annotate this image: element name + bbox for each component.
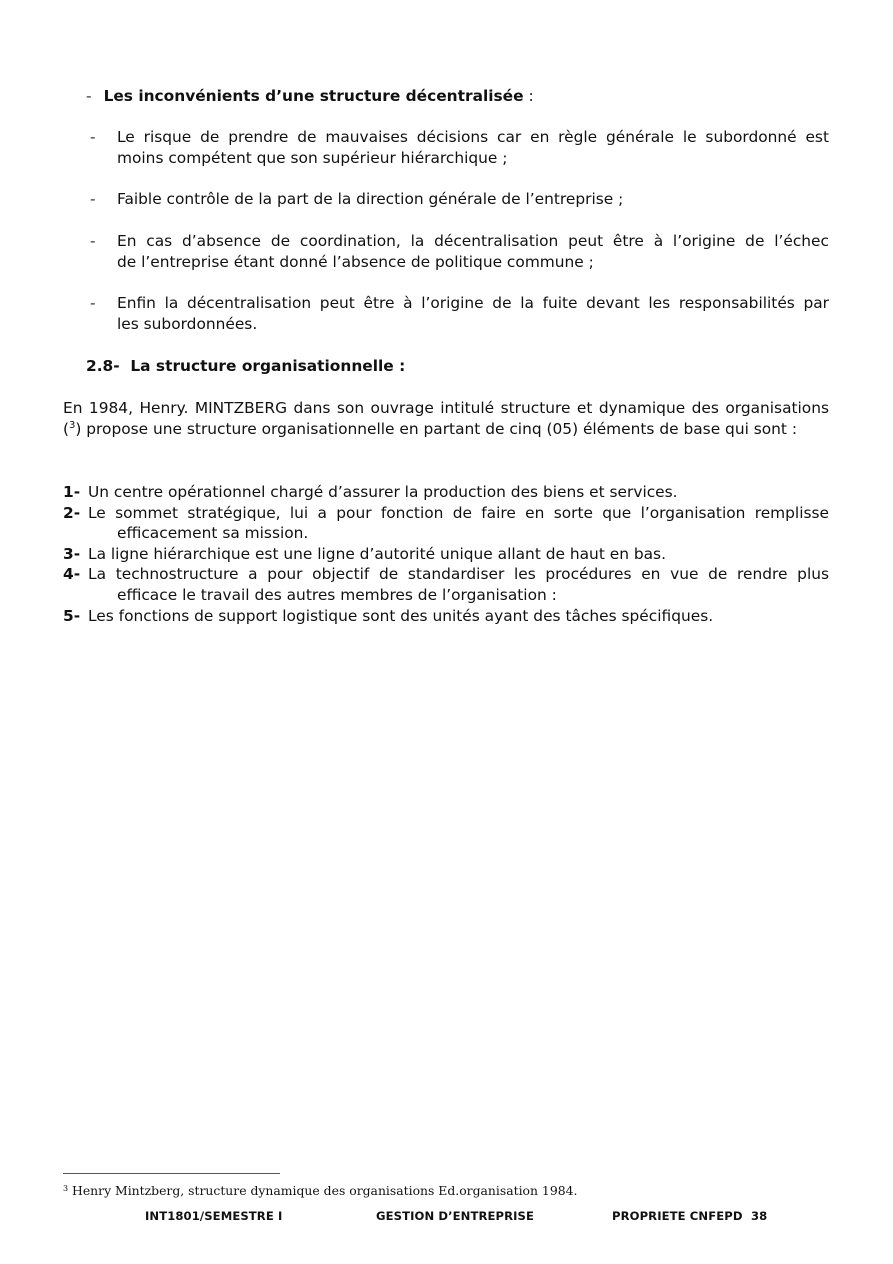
footer-subject: GESTION D’ENTREPRISE [376,1209,535,1223]
subheading-inconvenients [86,86,534,106]
list-number: 2- [63,503,81,522]
list-line: Le sommet stratégique, lui a pour fonction de faire en sorte que l’organisation remplisse [88,503,829,522]
list-line: efficacement sa mission. [117,524,309,543]
list-number: 5- [63,606,81,625]
list-item [63,544,829,565]
bullet-line: les subordonnées. [117,314,258,333]
dash-marker: - [90,128,96,146]
dash-marker: - [90,232,96,250]
footnote-mark: 3 [63,1184,69,1193]
intro-paragraph [63,398,829,439]
footnote [63,1183,577,1199]
bullet-line: Enfin la décentralisation peut être à l’origine de la fuite devant les responsabilités par [117,294,829,312]
list-number: 1- [63,483,81,501]
dash-marker: - [86,87,92,105]
section-number: 2.8- [86,357,120,375]
list-item [63,482,829,503]
bullet-item [90,189,829,210]
footnote-separator [63,1173,280,1174]
bullet-line: En cas d’absence de coordination, la décentralisation peut être à l’origine de l’échec [117,232,829,250]
subheading-colon: : [523,87,534,105]
bullet-line: de l’entreprise étant donné l’absence de politique commune ; [117,252,594,271]
page-number: 38 [751,1209,768,1223]
dash-marker: - [90,190,96,208]
bullet-line: Faible contrôle de la part de la direction générale de l’entreprise ; [117,190,624,208]
paragraph-text-after: ) propose une structure organisationnelle en partant de cinq (05) éléments de base qui sont : [75,419,798,438]
section-heading [86,356,405,376]
list-line: Un centre opérationnel chargé d’assurer la production des biens et services. [88,483,678,501]
list-line: La ligne hiérarchique est une ligne d’autorité unique allant de haut en bas. [88,544,666,563]
elements-list [63,482,829,626]
list-line: efficace le travail des autres membres de l’organisation : [117,585,557,604]
paragraph-text-before: En 1984, Henry. MINTZBERG dans son ouvrage intitulé structure et dynamique des organisations ( [63,399,829,438]
footer-course-code: INT1801/SEMESTRE I [145,1209,283,1223]
footnote-reference: 3 [69,419,76,431]
bullet-item [90,293,829,334]
list-line: Les fonctions de support logistique sont des unités ayant des tâches spécifiques. [88,606,714,625]
subheading-text: Les inconvénients d’une structure décentralisée [103,87,524,105]
list-line: La technostructure a pour objectif de standardiser les procédures en vue de rendre plus [88,565,829,584]
bullet-item [90,127,829,168]
list-number: 3- [63,544,81,563]
dash-marker: - [90,294,96,312]
section-title: La structure organisationnelle : [130,357,406,375]
list-item [63,606,829,627]
footnote-text: Henry Mintzberg, structure dynamique des organisations Ed.organisation 1984. [68,1183,578,1198]
bullet-line: moins compétent que son supérieur hiérarchique ; [117,148,508,167]
list-number: 4- [63,565,81,584]
list-item [63,503,829,544]
bullet-line: Le risque de prendre de mauvaises décisions car en règle générale le subordonné est [117,128,829,146]
list-item [63,564,829,605]
bullet-item [90,231,829,272]
footer-property: PROPRIETE CNFEPD [612,1209,743,1223]
